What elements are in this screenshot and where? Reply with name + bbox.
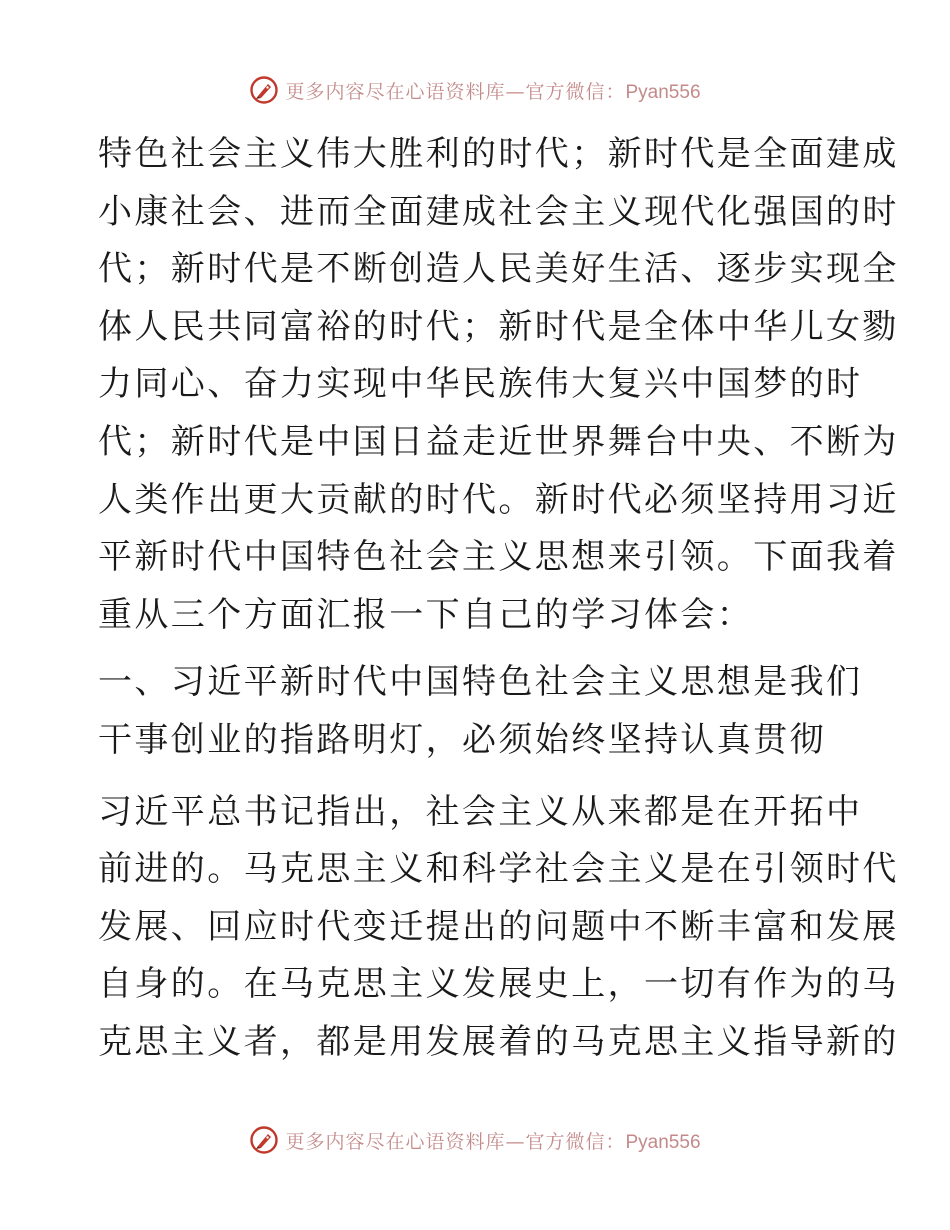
pen-nib-circle-icon [249,1125,279,1155]
paragraph-body [98,784,899,1072]
footer-watermark [0,1120,950,1160]
text-line: 力同心、奋力实现中华民族伟大复兴中国梦的时 [98,364,863,405]
watermark-handle: Pyan556 [625,1131,701,1153]
header-watermark [0,70,950,110]
heading-line: 干事创业的指路明灯，必须始终坚持认真贯彻 [98,719,826,760]
text-line: 人类作出更大贡献的时代。新时代必须坚持用习近 [98,479,899,520]
text-line: 克思主义者，都是用发展着的马克思主义指导新的 [98,1021,899,1062]
section-heading [98,654,863,769]
heading-line: 一、习近平新时代中国特色社会主义思想是我们 [98,662,863,703]
watermark-text: 更多内容尽在心语资料库—官方微信：Pyan556 [285,80,701,103]
text-line: 重从三个方面汇报一下自己的学习体会： [98,594,754,635]
text-line: 代；新时代是中国日益走近世界舞台中央、不断为 [98,421,899,462]
text-line: 自身的。在马克思主义发展史上，一切有作为的马 [98,964,899,1005]
text-line: 小康社会、进而全面建成社会主义现代化强国的时 [98,191,899,232]
text-line: 代；新时代是不断创造人民美好生活、逐步实现全 [98,249,899,290]
text-line: 体人民共同富裕的时代；新时代是全体中华儿女勠 [98,306,899,347]
text-line: 习近平总书记指出，社会主义从来都是在开拓中 [98,791,863,832]
watermark-text: 更多内容尽在心语资料库—官方微信：Pyan556 [285,1130,701,1153]
text-line: 发展、回应时代变迁提出的问题中不断丰富和发展 [98,906,899,947]
text-line: 平新时代中国特色社会主义思想来引领。下面我着 [98,537,899,578]
watermark-handle: Pyan556 [625,81,701,103]
paragraph-intro [98,126,899,644]
text-line: 特色社会主义伟大胜利的时代；新时代是全面建成 [98,134,899,174]
text-line: 前进的。马克思主义和科学社会主义是在引领时代 [98,849,899,890]
document-body [98,126,899,1072]
pen-nib-circle-icon [249,75,279,105]
